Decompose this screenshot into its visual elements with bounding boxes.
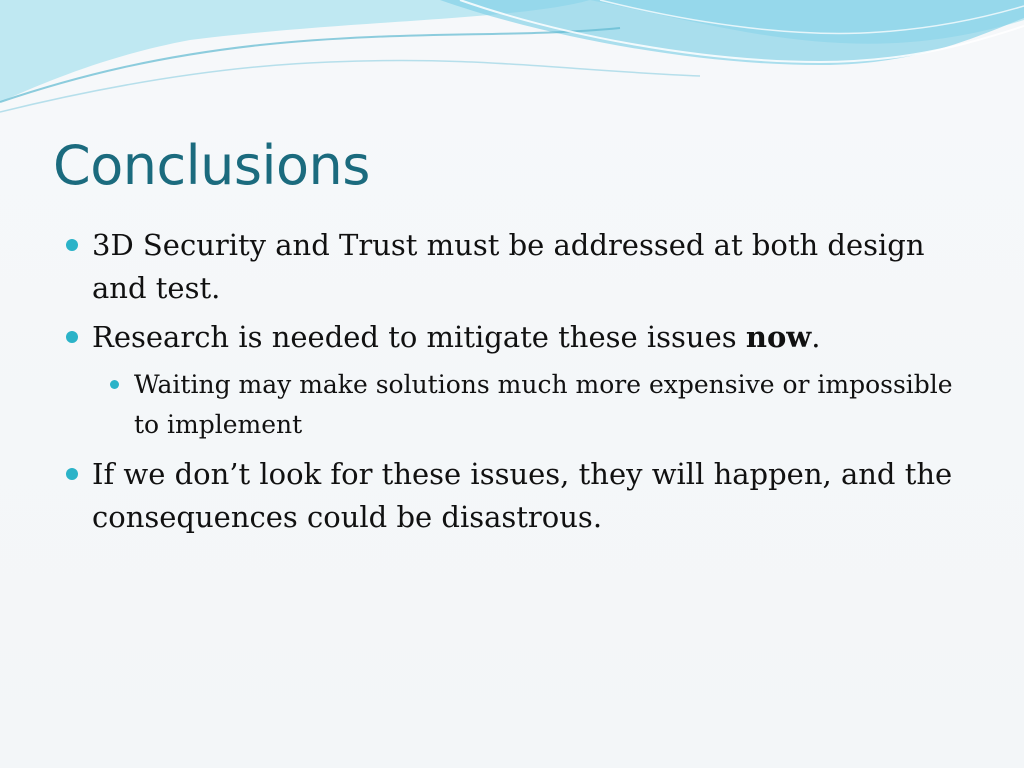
slide-title: Conclusions [53, 134, 370, 197]
bullet-text-prefix: Research is needed to mitigate these issues [92, 320, 746, 354]
slide-body [64, 224, 964, 545]
bullet-icon [66, 331, 78, 343]
bullet-text: 3D Security and Trust must be addressed at both design and test. [92, 228, 925, 305]
sub-bullet-text: Waiting may make solutions much more expensive or impossible to implement [134, 370, 953, 439]
bullet-text-suffix: . [811, 320, 821, 354]
bullet-item [64, 224, 964, 310]
sub-bullet-icon [110, 380, 119, 389]
bullet-icon [66, 468, 78, 480]
decorative-wave-banner [0, 0, 1024, 130]
bullet-item [64, 316, 964, 359]
bullet-text-bold: now [745, 320, 812, 354]
sub-bullet-item [64, 365, 964, 445]
bullet-icon [66, 239, 78, 251]
bullet-item [64, 453, 964, 539]
bullet-text: If we don’t look for these issues, they will happen, and the consequences could be disastrous. [92, 457, 953, 534]
